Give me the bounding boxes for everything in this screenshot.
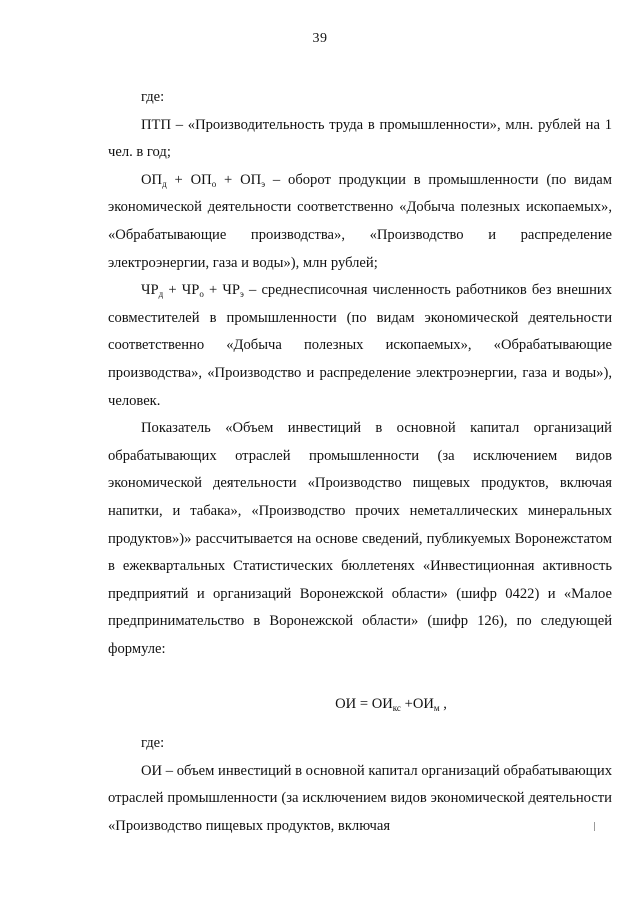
oi-formula — [108, 691, 612, 719]
chr-description: – среднесписочная численность работников без внешних совместителей в промышленности (по видам экономической деятельности соответственно «Добыча полезных ископаемых», «Обрабатывающие производства», «Производство и распределение электроэнергии, газа и воды»), человек. — [108, 282, 612, 409]
where-label-2: где: — [141, 735, 165, 752]
indicator-paragraph: Показатель «Объем инвестиций в основной капитал организаций обрабатывающих отраслей промышленности (за исключением видов экономической деятельности «Производство пищевых продуктов, включая напитки, и табака», «Производство прочих неметаллических минеральных продуктов»)» рассчитывается на основе сведений, публикуемых Воронежстатом в ежеквартальных Статистических бюллетенях «Инвестиционная активность предприятий и организаций Воронежской области» (шифр 0422) и «Малое предпринимательство в Воронежской области» (шифр 126), по следующей формуле: — [108, 420, 612, 657]
where-label-1: где: — [141, 89, 165, 105]
op-term-a: ОП — [141, 171, 163, 188]
op-term-c: ОП — [240, 171, 262, 188]
op-sub-c: э — [261, 178, 266, 189]
chr-term-a: ЧР — [141, 282, 159, 299]
ptp-definition: ПТП – «Производительность труда в промышленности», млн. рублей на 1 чел. в год; — [108, 116, 612, 161]
op-definition — [108, 167, 612, 277]
page-body — [108, 84, 612, 840]
formula-lhs: ОИ = ОИ — [335, 696, 393, 713]
op-term-b: ОП — [190, 171, 212, 188]
chr-definition — [108, 277, 612, 415]
formula-sub-m: м — [433, 703, 440, 714]
chr-plus-2: + — [203, 282, 223, 299]
chr-sub-a: д — [158, 289, 164, 300]
formula-end: , — [439, 696, 447, 713]
op-sub-a: д — [162, 178, 167, 189]
formula-mid: +ОИ — [400, 696, 434, 713]
op-sub-b: о — [211, 178, 217, 189]
chr-term-b: ЧР — [181, 282, 200, 299]
chr-plus-1: + — [163, 282, 182, 299]
chr-sub-c: э — [239, 289, 244, 300]
formula-sub-ks: кс — [392, 703, 401, 714]
chr-sub-b: о — [199, 289, 204, 300]
oi-definition: ОИ – объем инвестиций в основной капитал организаций обрабатывающих отраслей промышленности (за исключением видов экономической деятельности «Производство пищевых продуктов, включая — [108, 762, 612, 834]
op-plus-2: + — [216, 171, 241, 188]
scan-mark — [594, 822, 595, 831]
op-plus-1: + — [166, 171, 191, 188]
op-description: – оборот продукции в промышленности (по видам экономической деятельности соответственно «Добыча полезных ископаемых», «Обрабатывающие производства», «Производство и распределение электроэнергии, газа и воды»), млн рублей; — [108, 171, 613, 271]
page-number: 39 — [312, 31, 328, 46]
chr-term-c: ЧР — [222, 282, 240, 299]
